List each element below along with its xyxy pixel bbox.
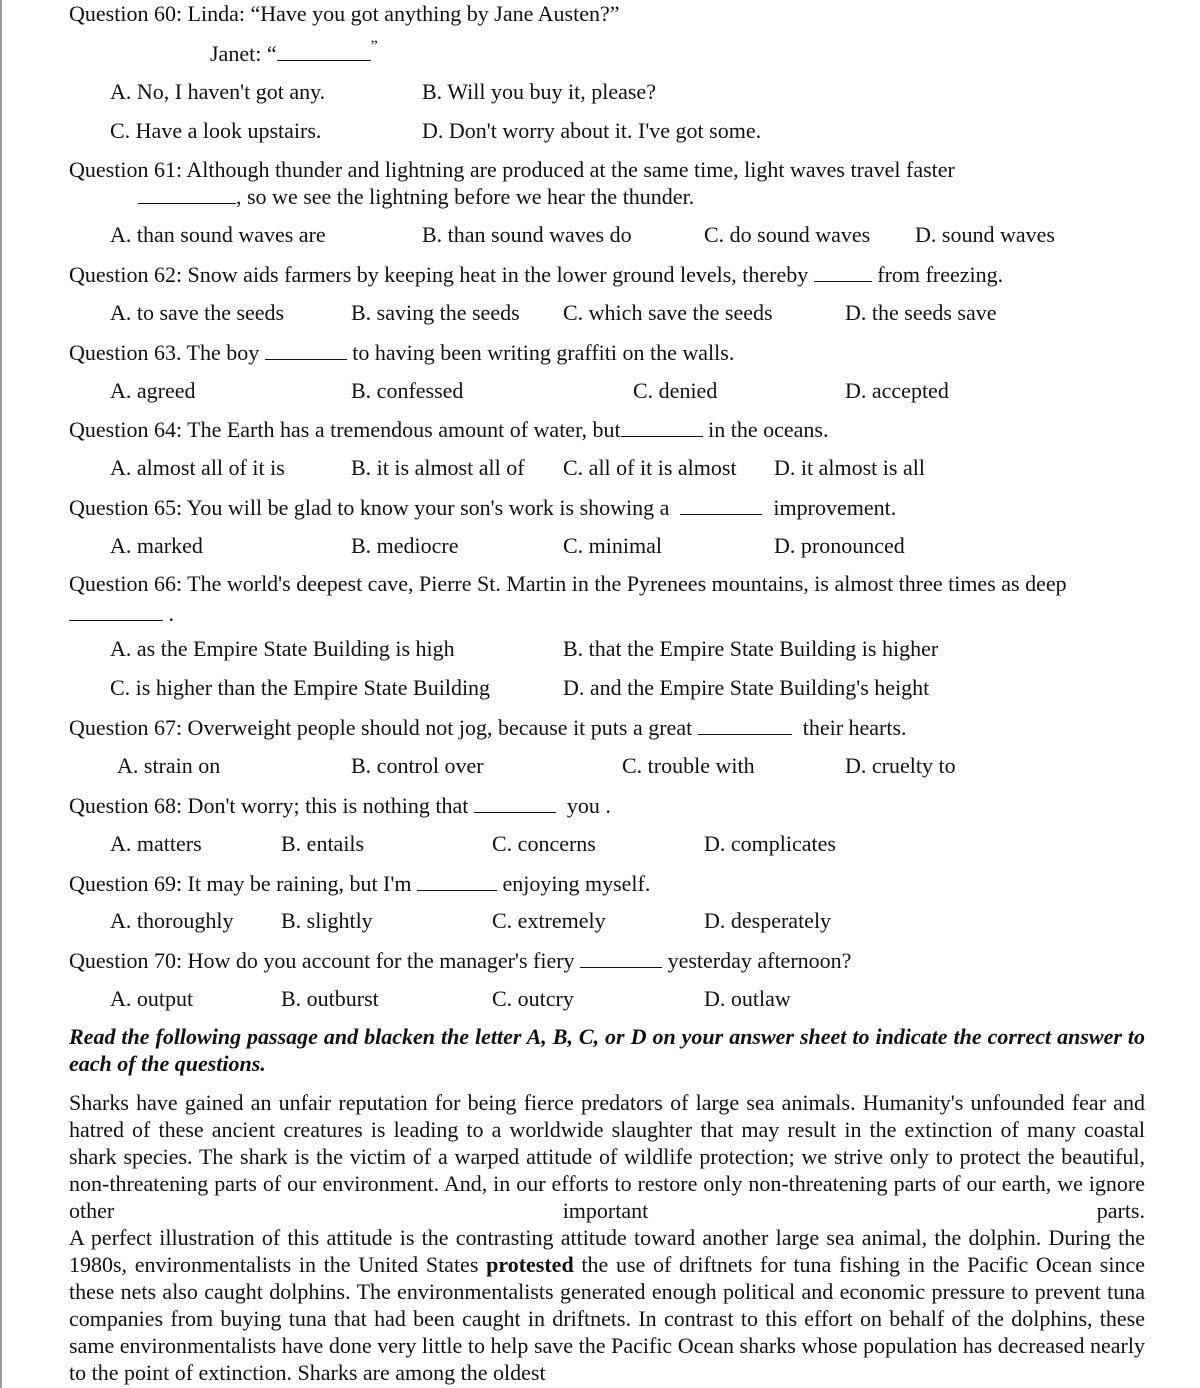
q66-option-b[interactable]: B. that the Empire State Building is higher: [563, 636, 939, 661]
q68-stem: [69, 792, 611, 819]
q65-option-d[interactable]: D. pronounced: [774, 533, 905, 558]
q69-option-a[interactable]: A. thoroughly: [110, 908, 234, 933]
q68-option-a[interactable]: A. matters: [110, 831, 202, 856]
q70-option-c[interactable]: C. outcry: [492, 986, 574, 1011]
q61-option-b[interactable]: B. than sound waves do: [422, 222, 632, 247]
q62-stem-start: Question 62: Snow aids farmers by keeping heat in the lower ground levels, thereby: [69, 262, 809, 287]
q67-answer-blank: [698, 714, 792, 735]
q63-option-c[interactable]: C. denied: [633, 378, 718, 403]
q67-stem-end: their hearts.: [802, 715, 907, 740]
q60-option-d[interactable]: D. Don't worry about it. I've got some.: [422, 118, 762, 143]
q67-option-c[interactable]: C. trouble with: [622, 753, 755, 778]
q65-option-a[interactable]: A. marked: [110, 533, 203, 558]
q70-option-a[interactable]: A. output: [110, 986, 194, 1011]
q64-option-d[interactable]: D. it almost is all: [774, 455, 925, 480]
q64-option-a[interactable]: A. almost all of it is: [110, 455, 285, 480]
q69-answer-blank: [417, 870, 497, 891]
q63-stem-end: to having been writing graffiti on the walls.: [352, 340, 735, 365]
q62-stem-end: from freezing.: [877, 262, 1004, 287]
q69-option-c[interactable]: C. extremely: [492, 908, 606, 933]
q64-stem-end: in the oceans.: [708, 417, 829, 442]
q70-stem-end: yesterday afternoon?: [667, 948, 852, 973]
q64-stem-start: Question 64: The Earth has a tremendous amount of water, but: [69, 417, 621, 442]
q68-option-b[interactable]: B. entails: [281, 831, 365, 856]
q69-stem-end: enjoying myself.: [502, 871, 651, 896]
passage-paragraph-2-end: the use of driftnets for tuna fishing in the Pacific Ocean since these nets also caught dolphins. The environmentalists generated enough political and economic pressure to prevent tuna companies from buying tuna that had been caught in driftnets. In contrast to this effort on behalf of the dolphins, these same environmentalists have done very little to help save the Pacific Ocean sharks whose population has decreased nearly to the point of extinction. Sharks are among the oldest: [69, 1252, 1145, 1385]
q61-answer-blank: [138, 183, 236, 204]
q66-stem: Question 66: The world's deepest cave, Pierre St. Martin in the Pyrenees mountains, is almost three times as deep: [69, 571, 1067, 596]
q60-janet-line: [210, 40, 378, 70]
q63-answer-blank: [265, 339, 347, 360]
q63-stem: [69, 339, 734, 366]
q61-option-a[interactable]: A. than sound waves are: [110, 222, 326, 247]
page-left-edge: [0, 0, 2, 1388]
q64-stem: [69, 416, 829, 443]
q60-answer-blank: [277, 40, 371, 61]
q60-stem: Question 60: Linda: “Have you got anything by Jane Austen?”: [69, 1, 620, 26]
q60-janet-label: Janet: “: [210, 41, 277, 66]
q70-answer-blank: [580, 947, 662, 968]
q65-stem-start: Question 65: You will be glad to know your son's work is showing a: [69, 495, 670, 520]
q69-stem: [69, 870, 650, 897]
q67-option-d[interactable]: D. cruelty to: [845, 753, 956, 778]
q70-option-d[interactable]: D. outlaw: [704, 986, 791, 1011]
q63-option-d[interactable]: D. accepted: [845, 378, 949, 403]
q70-stem: [69, 947, 851, 974]
q66-period: .: [168, 601, 174, 626]
q66-answer-blank: [69, 600, 163, 621]
q67-stem: [69, 714, 907, 741]
q61-continuation: [138, 183, 694, 210]
q68-option-d[interactable]: D. complicates: [704, 831, 836, 856]
q66-blank-line: [69, 600, 174, 627]
q61-option-d[interactable]: D. sound waves: [915, 222, 1055, 247]
q61-stem: Question 61: Although thunder and lightning are produced at the same time, light waves travel faster: [69, 157, 955, 182]
q61-continuation-text: , so we see the lightning before we hear the thunder.: [236, 184, 695, 209]
passage-paragraph-2-start: A perfect illustration of this attitude is the contrasting attitude toward another large sea animal, the dolphin. During the 1980s, environmentalists in the United States: [69, 1225, 1145, 1277]
q67-option-a[interactable]: A. strain on: [117, 753, 221, 778]
passage-paragraph-1: Sharks have gained an unfair reputation for being fierce predators of large sea animals. Humanity's unfounded fear and hatred of these ancient creatures is leading to a worldwide slaughter that may result in the extinction of many coastal shark species. The shark is the victim of a warped attitude of wildlife protection; we strive only to protect the beautiful, non-threatening parts of our environment. And, in our efforts to restore only non-threatening parts of our earth, we ignore other important parts.: [69, 1090, 1145, 1223]
q68-answer-blank: [474, 792, 556, 813]
q68-option-c[interactable]: C. concerns: [492, 831, 596, 856]
q62-option-c[interactable]: C. which save the seeds: [563, 300, 773, 325]
q70-option-b[interactable]: B. outburst: [281, 986, 379, 1011]
q66-option-a[interactable]: A. as the Empire State Building is high: [110, 636, 455, 661]
q60-option-a[interactable]: A. No, I haven't got any.: [110, 79, 326, 104]
q67-option-b[interactable]: B. control over: [351, 753, 484, 778]
q68-stem-start: Question 68: Don't worry; this is nothing that: [69, 793, 469, 818]
q63-option-b[interactable]: B. confessed: [351, 378, 464, 403]
q60-option-b[interactable]: B. Will you buy it, please?: [422, 79, 656, 104]
q63-option-a[interactable]: A. agreed: [110, 378, 196, 403]
q60-close-quote: ”: [370, 38, 378, 55]
q62-stem: [69, 261, 1003, 288]
q64-answer-blank: [621, 416, 703, 437]
q69-stem-start: Question 69: It may be raining, but I'm: [69, 871, 412, 896]
q65-stem: [69, 494, 896, 521]
passage-paragraph-2: [69, 1224, 1145, 1386]
q67-stem-start: Question 67: Overweight people should not jog, because it puts a great: [69, 715, 693, 740]
q65-stem-end: improvement.: [773, 495, 897, 520]
q64-option-c[interactable]: C. all of it is almost: [563, 455, 737, 480]
q69-option-b[interactable]: B. slightly: [281, 908, 373, 933]
q66-option-d[interactable]: D. and the Empire State Building's height: [563, 675, 930, 700]
q64-option-b[interactable]: B. it is almost all of: [351, 455, 525, 480]
q62-option-a[interactable]: A. to save the seeds: [110, 300, 285, 325]
q66-option-c[interactable]: C. is higher than the Empire State Building: [110, 675, 491, 700]
q65-option-c[interactable]: C. minimal: [563, 533, 662, 558]
q65-answer-blank: [680, 494, 762, 515]
q65-option-b[interactable]: B. mediocre: [351, 533, 459, 558]
q62-option-d[interactable]: D. the seeds save: [845, 300, 997, 325]
q70-stem-start: Question 70: How do you account for the manager's fiery: [69, 948, 575, 973]
q62-answer-blank: [814, 261, 872, 282]
q61-option-c[interactable]: C. do sound waves: [704, 222, 871, 247]
q68-stem-end: you .: [566, 793, 611, 818]
q63-stem-start: Question 63. The boy: [69, 340, 260, 365]
q69-option-d[interactable]: D. desperately: [704, 908, 832, 933]
passage-bold-word: protested: [486, 1252, 574, 1277]
q62-option-b[interactable]: B. saving the seeds: [351, 300, 520, 325]
reading-instruction: Read the following passage and blacken the letter A, B, C, or D on your answer sheet to indicate the correct answer to each of the questions.: [69, 1024, 1145, 1076]
q60-option-c[interactable]: C. Have a look upstairs.: [110, 118, 322, 143]
